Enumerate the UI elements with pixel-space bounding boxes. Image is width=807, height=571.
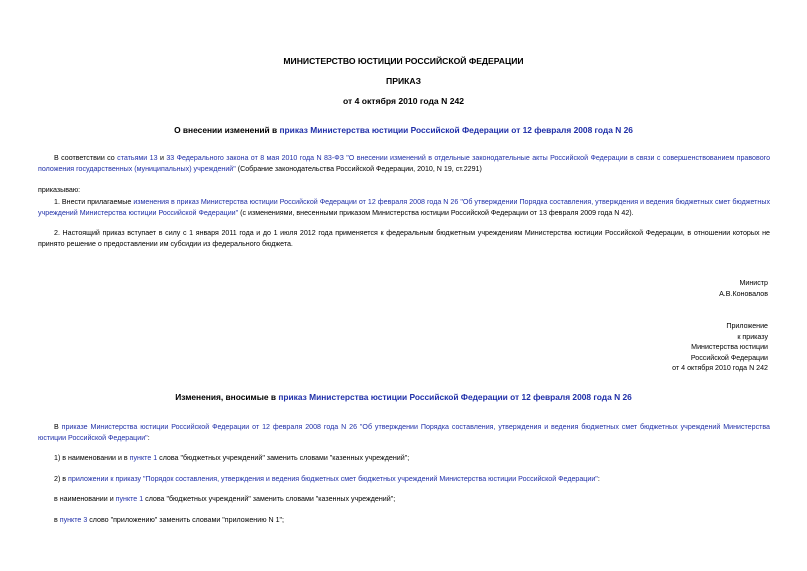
changes-title (0, 392, 807, 402)
date-number-heading: от 4 октября 2010 года N 242 (342, 96, 465, 106)
item-1-text-2: (с изменениями, внесенными приказом Министерства юстиции Российской Федерации от 13 февраля 2009 года N 42). (238, 208, 634, 217)
document-title (0, 125, 807, 135)
change-2b-link[interactable]: пункте 3 (59, 516, 88, 524)
item-1-text-1: 1. Внести прилагаемые (54, 198, 134, 206)
change-2b-paragraph (38, 515, 770, 526)
change-2a-text-1: в наименовании и (54, 495, 116, 503)
preamble-paragraph (38, 153, 770, 174)
appendix-line-1: Приложение (726, 322, 768, 330)
document-title-prefix: О внесении изменений в (174, 125, 280, 135)
preamble-link-article-13[interactable]: статьями 13 (117, 154, 158, 162)
doc-type-heading: ПРИКАЗ (386, 76, 421, 86)
appendix-line-2: к приказу (737, 332, 768, 341)
appendix-line-5: от 4 октября 2010 года N 242 (672, 364, 768, 373)
signature-position: Министр (739, 279, 768, 287)
change-2-text-2: : (597, 475, 600, 483)
signature-name: А.В.Коновалов (719, 289, 768, 298)
preamble-link-law-83[interactable]: 33 Федерального закона от 8 мая 2010 года N 83-ФЗ "О внесении изменений в отдельные законодательные акты Российской Федерации в связи с совершенствованием правового положения государственных (муниципальных) учреждений" (38, 154, 771, 173)
item-1-changes-link[interactable]: изменения в приказ Министерства юстиции Российской Федерации от 12 февраля 2008 года N 26 "Об утверждении Порядка составления, утверждения и ведения бюджетных смет бюджетных учреждений Министерства юстиции Российской Федерации" (38, 198, 770, 217)
item-1-paragraph (38, 197, 770, 218)
changes-title-link[interactable]: приказ Министерства юстиции Российской Федерации от 12 февраля 2008 года N 26 (278, 392, 632, 402)
order-word: приказываю: (38, 186, 81, 194)
change-1-paragraph (38, 453, 770, 464)
signature-block (719, 278, 768, 299)
preamble-text-1: В соответствии со (54, 154, 118, 162)
change-1-text-1: 1) в наименовании и в (54, 454, 130, 462)
appendix-line-3: Министерства юстиции (691, 343, 768, 352)
change-2b-text-2: слово "приложению" заменить словами "приложению N 1"; (87, 516, 285, 524)
changes-intro-paragraph (38, 422, 770, 443)
change-1-link[interactable]: пункте 1 (129, 454, 158, 462)
change-2a-paragraph (38, 494, 770, 505)
change-2-link[interactable]: приложении к приказу "Порядок составления, утверждения и ведения бюджетных смет бюджетных учреждений Министерства юстиции Российской Федерации" (68, 475, 598, 483)
changes-intro-text-1: В (54, 423, 62, 431)
preamble-text-3: (Собрание законодательства Российской Федерации, 2010, N 19, ст.2291) (235, 164, 482, 173)
changes-intro-text-2: : (147, 433, 150, 442)
appendix-line-4: Российской Федерации (690, 353, 768, 362)
item-2-paragraph: 2. Настоящий приказ вступает в силу с 1 января 2011 года и до 1 июля 2012 года применяется к федеральным бюджетным учреждениям Министерства юстиции Российской Федерации, в отношении которых не принято решение о предоставлении им субсидии из федерального бюджета. (38, 229, 770, 248)
appendix-reference-block (672, 321, 768, 374)
change-2b-text-1: в (54, 516, 60, 524)
preamble-text-2: и (157, 154, 167, 162)
change-2-text-1: 2) в (54, 475, 69, 483)
document-title-link[interactable]: приказ Министерства юстиции Российской Федерации от 12 февраля 2008 года N 26 (279, 125, 633, 135)
changes-title-prefix: Изменения, вносимые в (175, 392, 279, 402)
change-2-paragraph (38, 474, 770, 485)
ministry-heading: МИНИСТЕРСТВО ЮСТИЦИИ РОССИЙСКОЙ ФЕДЕРАЦИИ (283, 56, 524, 66)
change-2a-link[interactable]: пункте 1 (115, 495, 144, 503)
change-1-text-2: слова "бюджетных учреждений" заменить словами "казенных учреждений"; (157, 454, 410, 462)
changes-intro-link[interactable]: приказе Министерства юстиции Российской Федерации от 12 февраля 2008 года N 26 "Об утверждении Порядка составления, утверждения и ведения бюджетных смет бюджетных учреждений Министерства юстиции Российской Федерации" (38, 423, 771, 442)
change-2a-text-2: слова "бюджетных учреждений" заменить словами "казенных учреждений"; (143, 495, 396, 503)
